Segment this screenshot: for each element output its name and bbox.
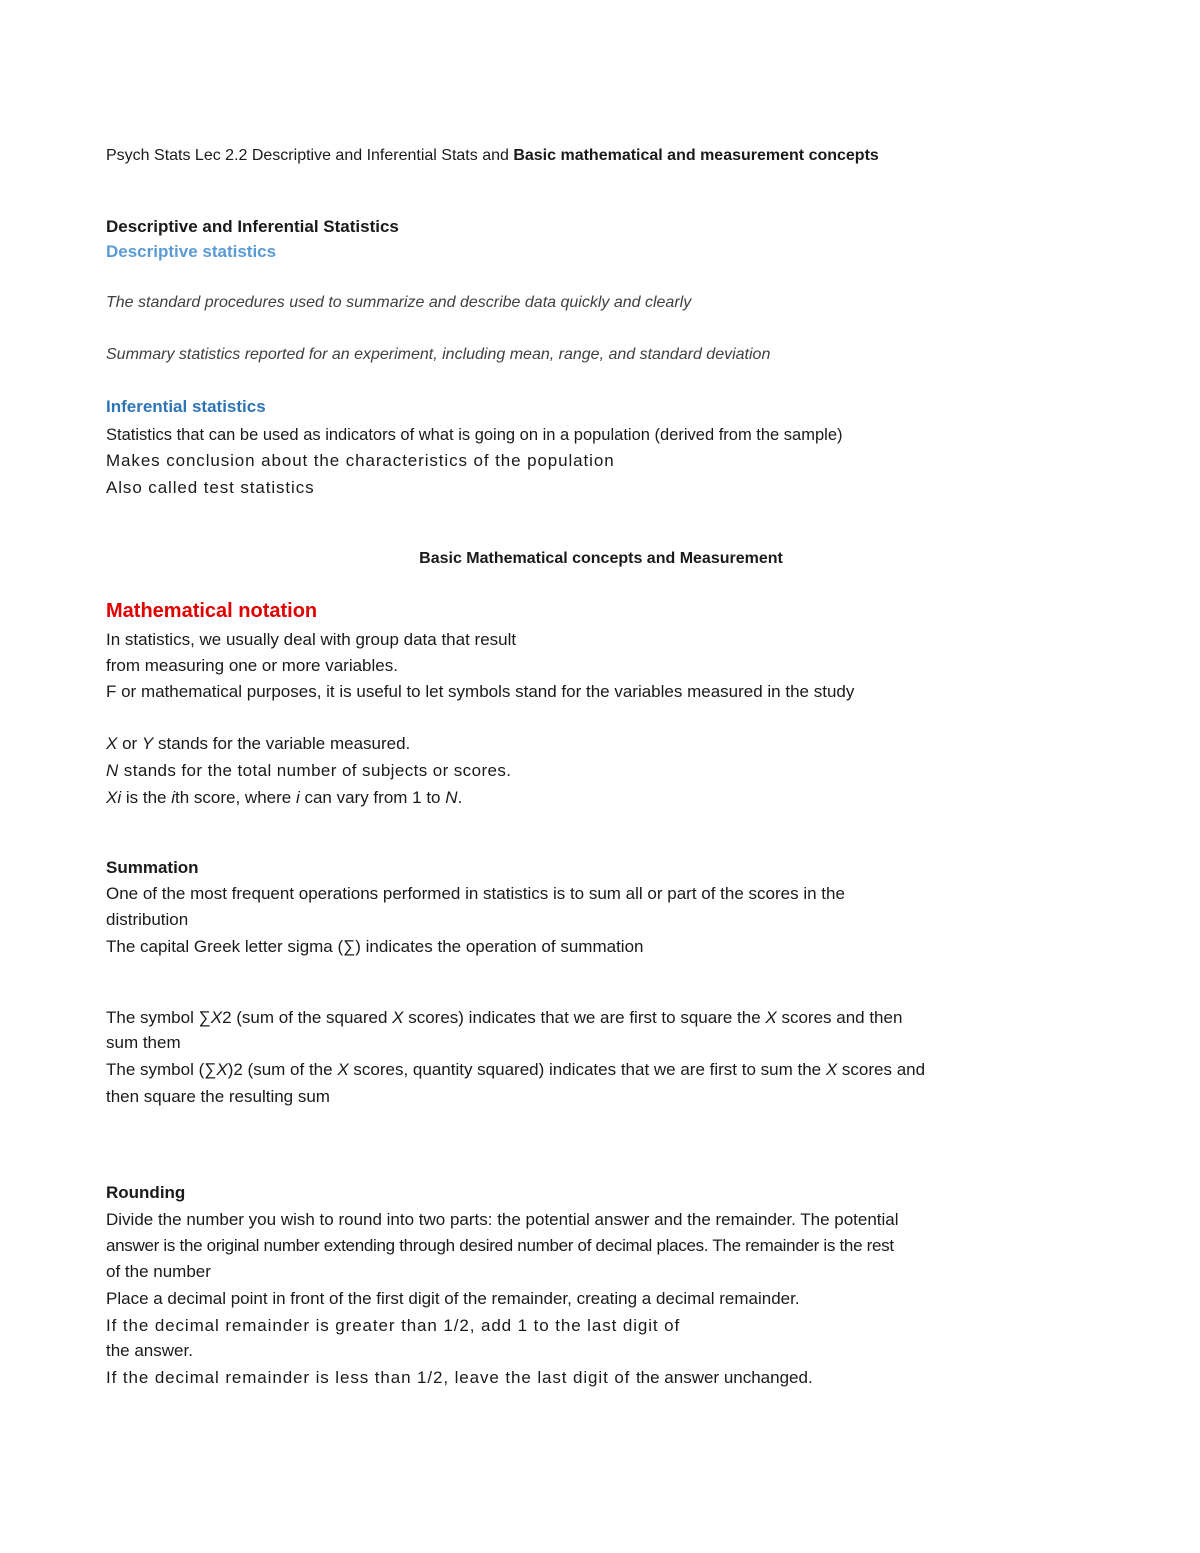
- document-title: [106, 145, 879, 167]
- summation-line-2: distribution: [106, 910, 189, 929]
- var-i: i: [171, 788, 175, 807]
- xi-text-2: th score, where: [175, 788, 296, 807]
- sym1-a: The symbol ∑: [106, 1008, 211, 1027]
- var-xi: Xi: [106, 788, 122, 807]
- sym2-x3: X: [825, 1060, 838, 1079]
- text-or: or: [117, 734, 142, 753]
- sym1-c: scores) indicates that we are first to square the: [403, 1008, 766, 1027]
- sym2-d: scores and: [837, 1060, 926, 1079]
- n-rest: stands for the total number of subjects or scores.: [118, 761, 512, 780]
- notation-line-2: from measuring one or more variables.: [106, 656, 398, 675]
- sym2-x2: X: [337, 1060, 349, 1079]
- title-bold: Basic mathematical and measurement concepts: [513, 147, 879, 164]
- sym1-b: 2 (sum of the squared: [222, 1008, 393, 1027]
- var-y: Y: [141, 734, 154, 753]
- symbol-sum-squared-line: [106, 1007, 902, 1029]
- rounding-line-5: If the decimal remainder is greater than 1/2, add 1 to the last digit of: [106, 1316, 681, 1335]
- sym2-x: X: [216, 1060, 228, 1079]
- math-concepts-heading: Basic Mathematical concepts and Measurement: [419, 550, 783, 567]
- title-prefix: Psych Stats Lec 2.2 Descriptive and Inferential Stats and: [106, 147, 514, 164]
- sym1-x3: X: [765, 1008, 777, 1027]
- sym2-c: scores, quantity squared) indicates that we are first to sum the: [348, 1060, 826, 1079]
- rounding-line-3: of the number: [106, 1262, 211, 1281]
- sym2-a: The symbol (∑: [106, 1060, 217, 1079]
- sym2-b: )2 (sum of the: [227, 1060, 338, 1079]
- rounding-line-7a: If the decimal remainder is less than 1/2, leave the last digit of: [106, 1368, 636, 1387]
- notation-xi-line: [106, 787, 462, 809]
- inferential-line-1: Statistics that can be used as indicators of what is going on in a population (derived from the sample): [106, 426, 843, 444]
- summation-line-3: The capital Greek letter sigma (∑) indicates the operation of summation: [106, 937, 644, 956]
- xy-rest: stands for the variable measured.: [153, 734, 411, 753]
- symbol-sum-squared-line-2: sum them: [106, 1033, 181, 1052]
- var-i-2: i: [295, 788, 300, 807]
- xi-end: .: [457, 788, 463, 807]
- symbol-squared-sum-line: [106, 1059, 925, 1081]
- xi-text-3: can vary from 1 to: [299, 788, 446, 807]
- var-n-2: N: [445, 788, 458, 807]
- inferential-statistics-heading: Inferential statistics: [106, 397, 266, 416]
- descriptive-definition: The standard procedures used to summarize and describe data quickly and clearly: [106, 294, 692, 311]
- inferential-line-3: Also called test statistics: [106, 478, 315, 497]
- descriptive-example: Summary statistics reported for an experiment, including mean, range, and standard deviation: [106, 346, 771, 363]
- rounding-line-7b: the answer unchanged.: [635, 1368, 813, 1387]
- summation-line-1: One of the most frequent operations performed in statistics is to sum all or part of the scores in the: [106, 884, 845, 903]
- symbol-squared-sum-line-2: then square the resulting sum: [106, 1087, 330, 1106]
- rounding-line-7: [106, 1367, 813, 1389]
- sym1-d: scores and then: [776, 1008, 903, 1027]
- sym1-x2: X: [392, 1008, 404, 1027]
- notation-line-3: F or mathematical purposes, it is useful to let symbols stand for the variables measured in the study: [106, 682, 855, 701]
- notation-n-line: [106, 760, 511, 782]
- descriptive-statistics-heading: Descriptive statistics: [106, 242, 277, 261]
- summation-heading: Summation: [106, 858, 199, 877]
- notation-xy-line: [106, 733, 410, 755]
- rounding-line-2: answer is the original number extending through desired number of decimal places. The remainder is the rest: [106, 1236, 894, 1255]
- notation-line-1: In statistics, we usually deal with group data that result: [106, 630, 517, 649]
- inferential-line-2: Makes conclusion about the characteristics of the population: [106, 451, 615, 470]
- rounding-line-4: Place a decimal point in front of the first digit of the remainder, creating a decimal remainder.: [106, 1289, 800, 1308]
- descriptive-inferential-heading: Descriptive and Inferential Statistics: [106, 217, 399, 236]
- xi-text-1: is the: [121, 788, 172, 807]
- var-x: X: [106, 734, 118, 753]
- rounding-heading: Rounding: [106, 1183, 186, 1202]
- sym1-x: X: [210, 1008, 223, 1027]
- rounding-line-6: the answer.: [106, 1341, 193, 1360]
- mathematical-notation-heading: Mathematical notation: [106, 600, 318, 622]
- rounding-line-1: Divide the number you wish to round into two parts: the potential answer and the remainder. The potential: [106, 1210, 899, 1229]
- var-n: N: [106, 761, 119, 780]
